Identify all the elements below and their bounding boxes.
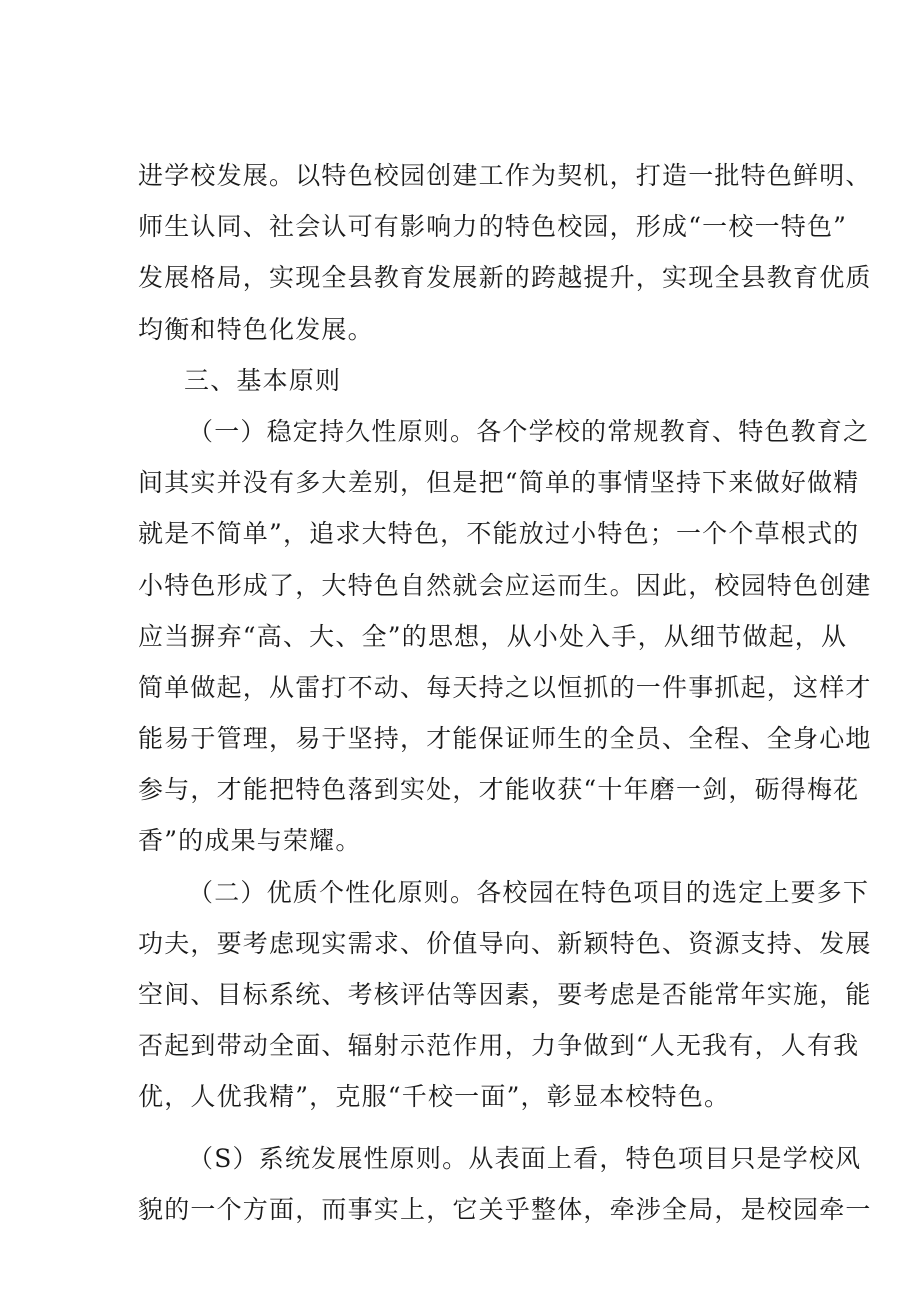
text-line: 貌的一个方面，而事实上，它关乎整体，牵涉全局，是校园牵一 <box>138 1194 872 1224</box>
paragraph-principle-three <box>138 1133 872 1235</box>
text-line: 小特色形成了，大特色自然就会应运而生。因此，校园特色创建 <box>138 570 872 600</box>
text-line: 香”的成果与荣耀。 <box>138 826 362 856</box>
paragraph-spacer <box>138 1123 788 1133</box>
text-line: 间其实并没有多大差别，但是把“简单的事情坚持下来做好做精 <box>138 468 860 498</box>
text-line: 参与，才能把特色落到实处，才能收获“十年磨一剑，砺得梅花 <box>138 775 860 805</box>
text-line: 应当摒弃“高、大、全”的思想，从小处入手，从细节做起，从 <box>138 621 848 651</box>
section-heading: 三、基本原则 <box>184 365 342 395</box>
text-line: 就是不简单”，追求大特色，不能放过小特色；一个个草根式的 <box>138 519 860 549</box>
text-line: 师生认同、社会认可有影响力的特色校园，形成“一校一特色” <box>138 212 848 242</box>
text-line: 简单做起，从雷打不动、每天持之以恒抓的一件事抓起，这样才 <box>138 672 872 702</box>
section-heading-basic-principles <box>138 355 788 406</box>
text-line: 进学校发展。以特色校园创建工作为契机，打造一批特色鲜明、 <box>138 161 872 190</box>
text-line: 否起到带动全面、辐射示范作用，力争做到“人无我有，人有我 <box>138 1031 860 1061</box>
text-line: 空间、目标系统、考核评估等因素，要考虑是否能常年实施，能 <box>138 980 872 1009</box>
paragraph-principle-one <box>138 406 872 867</box>
text-line: （S）系统发展性原则。从表面上看，特色项目只是学校风 <box>188 1143 862 1173</box>
paragraph-development-goal <box>138 150 872 355</box>
text-line: 优，人优我精”，克服“千校一面”，彰显本校特色。 <box>138 1082 731 1112</box>
text-line: 均衡和特色化发展。 <box>138 314 374 344</box>
text-line: 能易于管理，易于坚持，才能保证师生的全员、全程、全身心地 <box>138 724 872 754</box>
document-body <box>138 150 872 1235</box>
text-line: 发展格局，实现全县教育发展新的跨越提升，实现全县教育优质 <box>138 263 872 293</box>
paragraph-principle-two <box>138 867 872 1123</box>
text-line: 功夫，要考虑现实需求、价值导向、新颖特色、资源支持、发展 <box>138 928 872 958</box>
text-line: （二）优质个性化原则。各校园在特色项目的选定上要多下 <box>188 877 870 907</box>
text-line: （一）稳定持久性原则。各个学校的常规教育、特色教育之 <box>188 416 870 446</box>
